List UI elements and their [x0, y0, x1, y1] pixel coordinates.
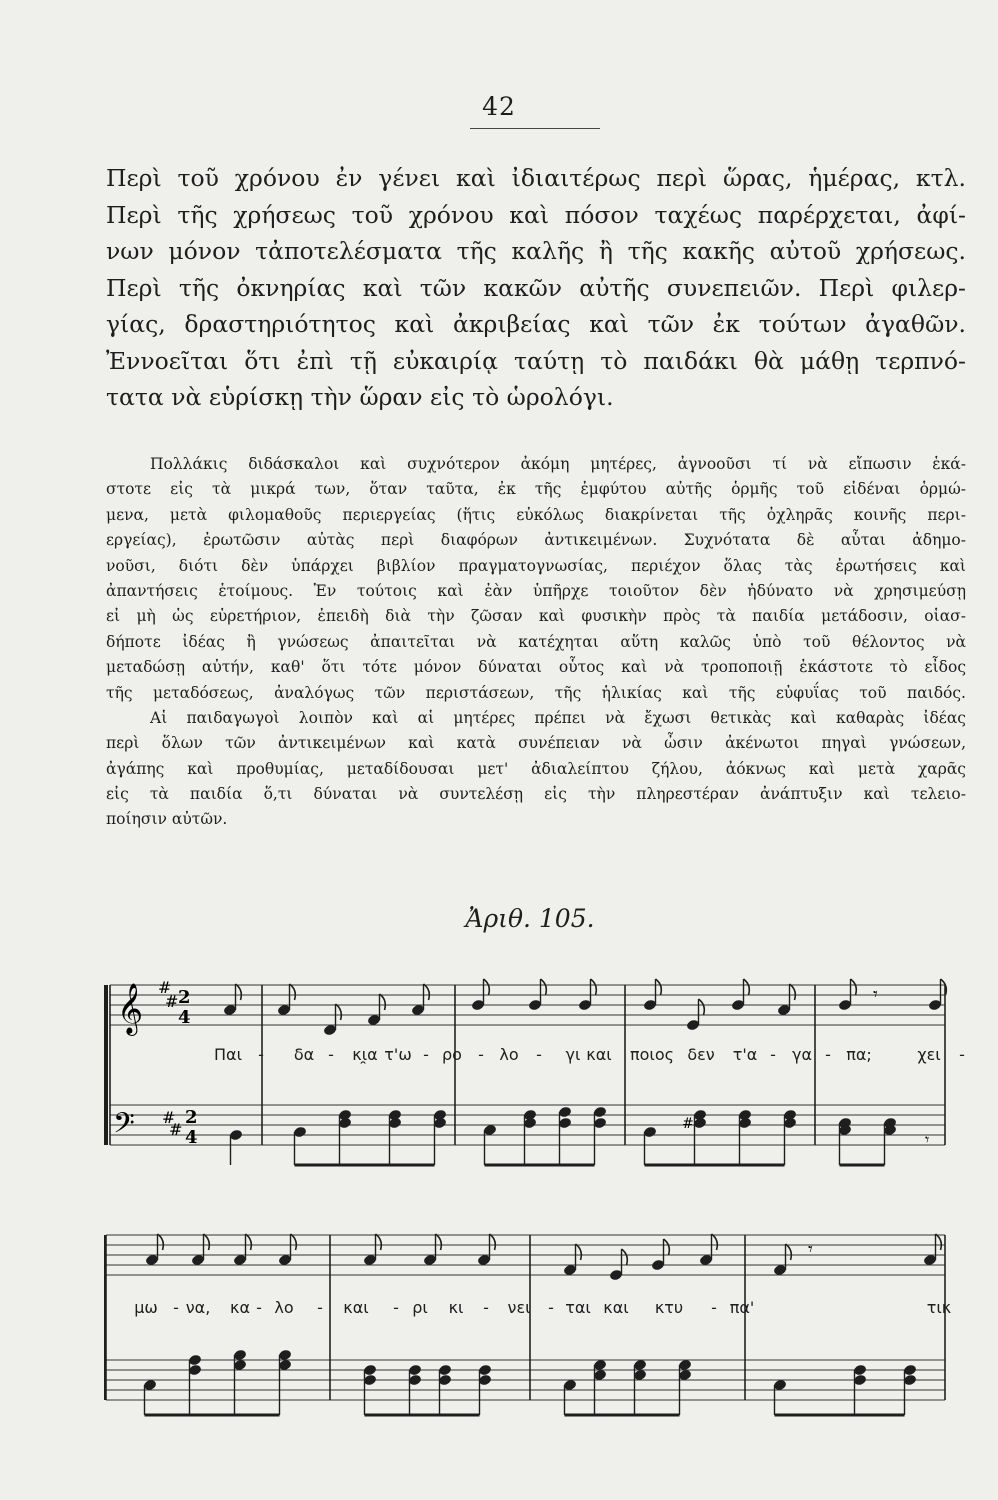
note-flag [790, 984, 796, 1000]
lyric-syllable: τικ [926, 1298, 952, 1317]
note-flag [336, 1004, 342, 1020]
note-flag [541, 979, 547, 995]
lyric-syllable: πα; [846, 1045, 872, 1064]
body-line: ποίησιν αὐτῶν. [106, 810, 228, 829]
body-line: ἀγάπης καὶ προθυμίας, μεταδίδουσαι μετ' ἀδιαλείπτου ζήλου, ἀόκνως καὶ μετὰ χαρᾶς [106, 759, 966, 778]
body-line: νοῦσι, διότι δὲν ὑπάρχει βιβλίον πραγματογνωσίας, περιέχον ὅλας τὰς ἐρωτήσεις καὶ [106, 556, 966, 575]
intro-line: Περὶ τοῦ χρόνου ἐν γένει καὶ ἰδιαιτέρως περὶ ὥρας, ἡμέρας, κτλ. [106, 164, 966, 192]
lyric-syllable: πα' [729, 1298, 755, 1317]
lyric-syllable: μω [134, 1298, 158, 1317]
body-line: δήποτε ἰδέας ἢ γνώσεως ἀπαιτεῖται νὰ κατέχηται αὕτη καλῶς ὑπὸ τοῦ θέλοντος νὰ [106, 632, 966, 651]
sharp-sign: # [158, 978, 172, 997]
eighth-rest: 𝄾 [808, 1239, 813, 1260]
body-line: μενα, μετὰ φιλομαθοῦς περιεργείας (ἥτις εὐκόλως διακρίνεται τῆς ὀχληρᾶς κοινῆς περι- [106, 505, 966, 524]
lyric-syllable: δα [293, 1045, 315, 1064]
note-flag [484, 979, 490, 995]
intro-line: γίας, δραστηριότητος καὶ ἀκριβείας καὶ τῶν ἐκ τούτων ἀγαθῶν. [106, 310, 966, 338]
lyric-syllable: κι [448, 1298, 464, 1317]
body-line: ἀπαντήσεις ἑτοίμους. Ἐν τούτοις καὶ ἐὰν ὑπῆρχε τοιοῦτον δὲν ἠδύνατο νὰ χρησιμεύσῃ [106, 581, 966, 600]
lyric-syllable: - [711, 1298, 717, 1317]
note-flag [291, 1234, 297, 1250]
body-line: τῆς μεταδόσεως, ἀναλόγως τῶν περιστάσεων, τῆς ἡλικίας καὶ τῆς εὐφυΐας τοῦ παιδός. [106, 683, 966, 702]
lyric-syllable: - [317, 1298, 323, 1317]
example-title: Ἀριθ. 105. [465, 904, 595, 933]
lyric-syllable: - [423, 1045, 429, 1064]
lyric-syllable: λο [499, 1045, 519, 1064]
note-flag [941, 979, 947, 995]
body-line: Πολλάκις διδάσκαλοι καὶ συχνότερον ἀκόμη μητέρες, ἀγνοοῦσι τί νὰ εἴπωσιν ἑκά- [150, 455, 966, 473]
treble-clef: 𝄞 [117, 983, 144, 1034]
note-flag [424, 984, 430, 1000]
note-flag [591, 979, 597, 995]
lyric-syllable: τ'ω [384, 1045, 412, 1064]
sharp-sign: # [162, 1108, 176, 1127]
note-flag [290, 984, 296, 1000]
eighth-rest: 𝄾 [925, 1130, 930, 1149]
time-sig-top: 2 [178, 987, 191, 1008]
page-number: 42 [482, 92, 516, 121]
note-flag [699, 999, 705, 1015]
lyric-syllable: - [258, 1045, 264, 1064]
sharp-sign: # [165, 992, 179, 1011]
bass-clef: 𝄢 [113, 1107, 135, 1147]
lyric-syllable: κι̯α [352, 1045, 378, 1064]
lyric-syllable: νει [507, 1298, 531, 1317]
intro-line: νων μόνον τἀποτελέσματα τῆς καλῆς ἢ τῆς κακῆς αὐτοῦ χρήσεως. [106, 237, 966, 265]
lyric-syllable: Παι [214, 1045, 242, 1064]
lyric-syllable: ρο [442, 1045, 462, 1064]
lyric-syllable: κτυ [654, 1298, 684, 1317]
lyric-syllable: γα [791, 1045, 813, 1064]
system-brace [104, 985, 108, 1145]
lyric-syllable: - [393, 1298, 399, 1317]
lyric-syllable: - [770, 1045, 776, 1064]
note-flag [236, 984, 242, 1000]
eighth-rest: 𝄾 [873, 984, 878, 1005]
note-flag [576, 1244, 582, 1260]
note-flag [436, 1234, 442, 1250]
lyric-syllable: ται [565, 1298, 591, 1317]
note-flag [786, 1244, 792, 1260]
lyric-syllable: - [483, 1298, 489, 1317]
lyric-syllable: - [173, 1298, 179, 1317]
lyric-syllable: χει [917, 1045, 941, 1064]
body-line: εἰ μὴ ὡς εὑρετήριον, ἐπειδὴ διὰ τὴν ζῶσαν καὶ φυσικὴν πρὸς τὰ παιδία μετάδοσιν, οἱασ- [106, 607, 966, 626]
lyric-syllable: να, [185, 1298, 211, 1317]
lyric-syllable: - [478, 1045, 484, 1064]
lyric-syllable: δεν [687, 1045, 715, 1064]
lyric-syllable: γι [565, 1045, 581, 1064]
lyric-syllable: - [328, 1045, 334, 1064]
note-flag [664, 1239, 670, 1255]
lyric-syllable: - [959, 1045, 965, 1064]
time-sig-top: 2 [185, 1107, 198, 1128]
note-flag [204, 1234, 210, 1250]
note-flag [490, 1234, 496, 1250]
lyric-syllable: τ'α [732, 1045, 758, 1064]
note-flag [376, 1234, 382, 1250]
lyric-syllable: και [343, 1298, 369, 1317]
lyric-syllable: λο [274, 1298, 294, 1317]
intro-line: τατα νὰ εὑρίσκῃ τὴν ὥραν εἰς τὸ ὡρολόγι. [106, 383, 614, 411]
note-flag [936, 1234, 942, 1250]
note-flag [246, 1234, 252, 1250]
body-line: εἰς τὰ παιδία ὅ,τι δύναται νὰ συντελέσῃ εἰς τὴν πληρεστέραν ἀνάπτυξιν καὶ τελειο- [106, 785, 966, 804]
lyric-syllable: - [825, 1045, 831, 1064]
lyric-syllable: και [603, 1298, 629, 1317]
lyric-syllable: ποιος [629, 1045, 675, 1064]
lyric-syllable: - [548, 1298, 554, 1317]
note-flag [744, 979, 750, 995]
body-line: μεταδώσῃ αὐτήν, καθ' ὅτι τότε μόνον δύναται οὗτος καὶ νὰ τροποποιῇ ἑκάστοτε τὸ εἶδος [106, 658, 966, 677]
lyric-syllable: κα [230, 1298, 250, 1317]
intro-line: Περὶ τῆς ὀκνηρίας καὶ τῶν κακῶν αὐτῆς συνεπειῶν. Περὶ φιλερ- [106, 273, 966, 302]
body-line: Αἱ παιδαγωγοὶ λοιπὸν καὶ αἱ μητέρες πρέπει νὰ ἔχωσι θετικὰς καὶ καθαρὰς ἰδέας [150, 708, 966, 727]
note-flag [622, 1249, 628, 1265]
note-flag [158, 1234, 164, 1250]
intro-line: Περὶ τῆς χρήσεως τοῦ χρόνου καὶ πόσον ταχέως παρέρχεται, ἀφί- [106, 200, 966, 229]
lyric-syllable: - [536, 1045, 542, 1064]
sharp-sign: # [682, 1116, 694, 1132]
sharp-sign: # [169, 1120, 183, 1139]
body-line: περὶ ὅλων τῶν ἀντικειμένων καὶ κατὰ συνέπειαν νὰ ὦσιν ἀκένωτοι πηγαὶ γνώσεων, [106, 734, 966, 753]
note-flag [380, 994, 386, 1010]
intro-line: Ἐννοεῖται ὅτι ἐπὶ τῇ εὐκαιρίᾳ ταύτῃ τὸ παιδάκι θὰ μάθῃ τερπνό- [106, 346, 966, 375]
lyric-syllable: ρι [412, 1298, 428, 1317]
lyric-syllable: - [256, 1298, 262, 1317]
lyric-syllable: και [586, 1045, 612, 1064]
time-sig-bottom: 4 [185, 1127, 198, 1148]
note-flag [656, 979, 662, 995]
note-flag [712, 1234, 718, 1250]
body-line: στοτε εἰς τὰ μικρά των, ὅταν ταῦτα, ἐκ τῆς ἐμφύτου αὐτῆς ὁρμῆς τοῦ εἰδέναι ὁρμώ- [106, 480, 966, 499]
note-flag [851, 979, 857, 995]
body-line: εργείας), ἐρωτῶσιν αὐτὰς περὶ διαφόρων ἀντικειμένων. Συχνότατα δὲ αὗται ἀδημο- [106, 531, 966, 550]
time-sig-bottom: 4 [178, 1007, 191, 1028]
